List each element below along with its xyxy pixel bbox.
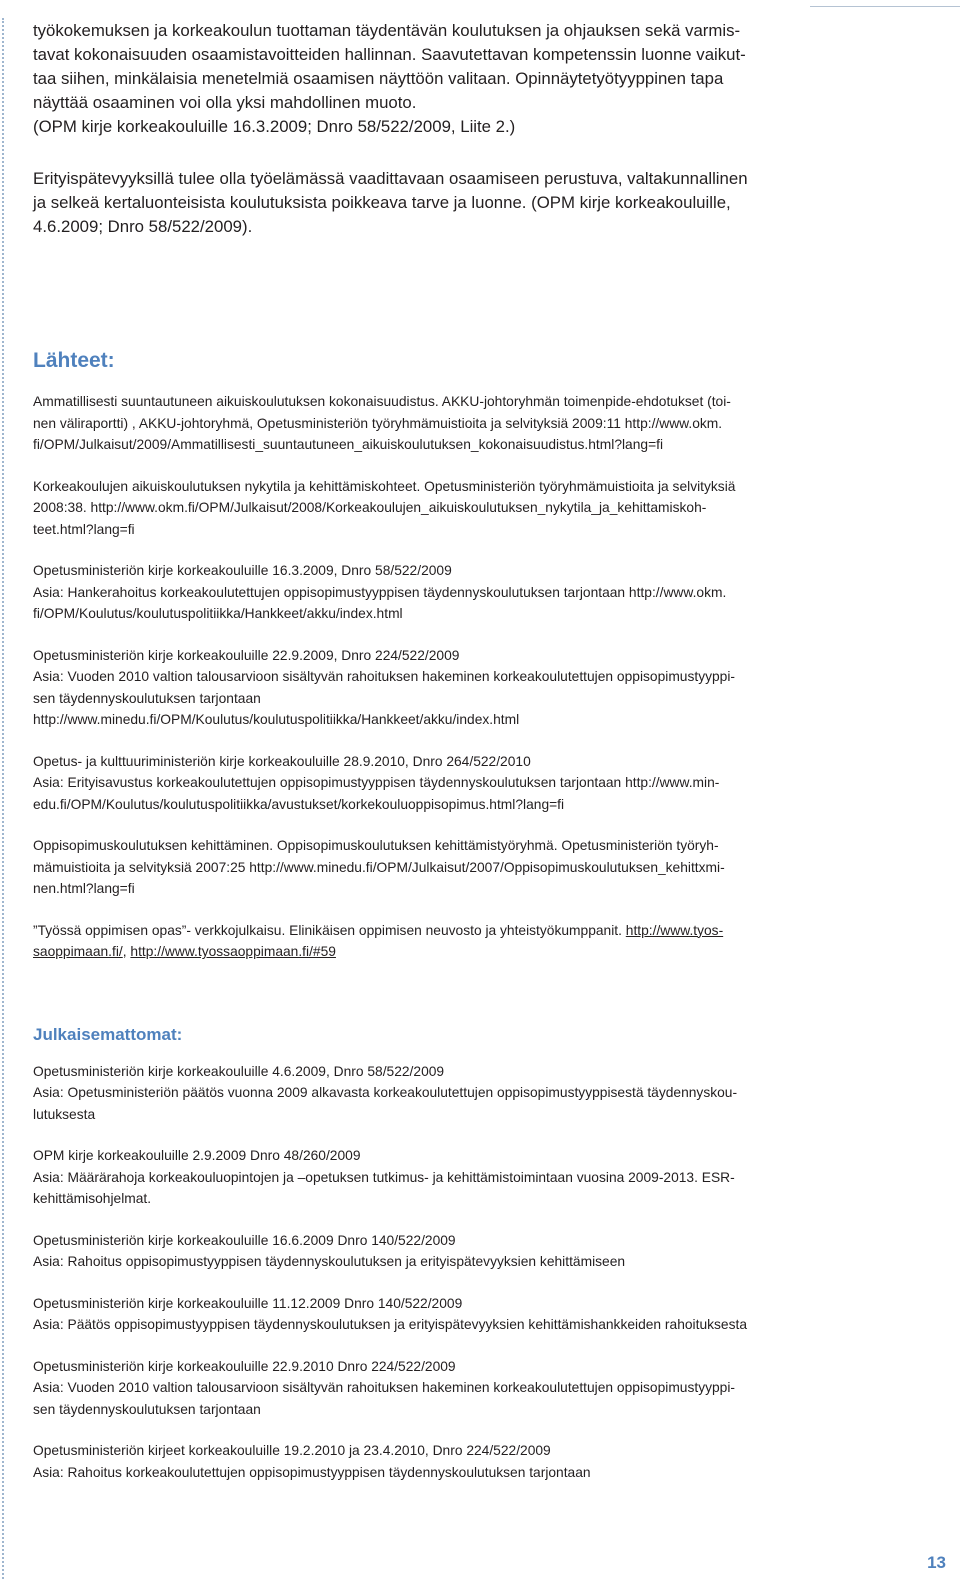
sources-list [33, 391, 893, 963]
link-separator: , [122, 944, 131, 959]
source-entry-web [33, 920, 893, 963]
web-link[interactable]: http://www.tyossaoppimaan.fi/#59 [130, 944, 336, 959]
page-number: 13 [927, 1553, 946, 1572]
unpublished-entry [33, 1440, 893, 1483]
text-line: Asia: Hankerahoitus korkeakoulutettujen oppisopimustyyppisen täydennyskoulutuksen tarjontaan http://www.okm. [33, 584, 727, 600]
text-line: nen väliraportti) , AKKU-johtoryhmä, Opetusministeriön työryhmämuistioita ja selvityksiä 2009:11 http://www.okm. [33, 415, 723, 431]
text-line: (OPM kirje korkeakouluille 16.3.2009; Dnro 58/522/2009, Liite 2.) [33, 117, 516, 136]
text-line: OPM kirje korkeakouluille 2.9.2009 Dnro 48/260/2009 [33, 1148, 361, 1163]
source-entry [33, 391, 893, 456]
text-line: sen täydennyskoulutuksen tarjontaan [33, 1401, 261, 1417]
text-line: fi/OPM/Julkaisut/2009/Ammatillisesti_suuntautuneen_aikuiskoulutuksen_kokonaisuudistus.html?lang=fi [33, 437, 664, 452]
text-line: ja selkeä kertaluonteisista koulutuksista poikkeava tarve ja luonne. (OPM kirje korkeakouluille, [33, 193, 731, 212]
text-line: teet.html?lang=fi [33, 521, 135, 537]
text-line: Opetus- ja kulttuuriministeriön kirje korkeakouluille 28.9.2010, Dnro 264/522/2010 [33, 753, 531, 769]
text-line: Opetusministeriön kirje korkeakouluille 4.6.2009, Dnro 58/522/2009 [33, 1063, 445, 1079]
text-line: 4.6.2009; Dnro 58/522/2009). [33, 217, 253, 236]
text-line: sen täydennyskoulutuksen tarjontaan [33, 690, 261, 706]
intro-paragraph-2 [33, 167, 893, 239]
unpublished-list [33, 1061, 893, 1484]
text-line [33, 941, 893, 963]
text-line: Asia: Erityisavustus korkeakoulutettujen oppisopimustyyppisen täydennyskoulutuksen tarjontaan http://www.min- [33, 775, 720, 790]
unpublished-entry [33, 1061, 893, 1126]
text-line: Asia: Opetusministeriön päätös vuonna 2009 alkavasta korkeakoulutettujen oppisopimustyyppisestä täydennyskou- [33, 1085, 738, 1100]
text-line: työkokemuksen ja korkeakoulun tuottaman täydentävän koulutuksen ja ohjauksen sekä varmis- [33, 21, 741, 40]
sources-heading: Lähteet: [33, 349, 115, 372]
text-line: Opetusministeriön kirje korkeakouluille 22.9.2010 Dnro 224/522/2009 [33, 1358, 456, 1374]
source-entry [33, 835, 893, 900]
text-line: taa siihen, minkälaisia menetelmiä osaamisen näyttöön valitaan. Opinnäytetyötyyppinen tapa [33, 69, 724, 88]
unpublished-entry [33, 1230, 893, 1273]
unpublished-heading: Julkaisemattomat: [33, 1024, 183, 1044]
text-line: http://www.minedu.fi/OPM/Koulutus/koulutuspolitiikka/Hankkeet/akku/index.html [33, 712, 520, 727]
text-line: kehittämisohjelmat. [33, 1191, 152, 1206]
text-line: tavat kokonaisuuden osaamistavoitteiden hallinnan. Saavutettavan kompetenssin luonne vaikut- [33, 45, 746, 64]
text-line: Opetusministeriön kirje korkeakouluille 16.3.2009, Dnro 58/522/2009 [33, 563, 452, 578]
text-line: nen.html?lang=fi [33, 881, 135, 896]
text-line: edu.fi/OPM/Koulutus/koulutuspolitiikka/avustukset/korkekouluoppisopimus.html?lang=fi [33, 796, 565, 812]
text-line [33, 920, 893, 942]
text-line: Asia: Rahoitus oppisopimustyyppisen täydennyskoulutuksen ja erityispätevyyksien kehittämiseen [33, 1254, 626, 1269]
text-line: Opetusministeriön kirje korkeakouluille 22.9.2009, Dnro 224/522/2009 [33, 647, 460, 663]
page-content [33, 14, 893, 1483]
text-line: mämuistioita ja selvityksiä 2007:25 http://www.minedu.fi/OPM/Julkaisut/2007/Oppisopimuskoulutuksen_kehittxmi- [33, 859, 725, 875]
source-entry [33, 751, 893, 816]
web-link[interactable]: http://www.tyos- [625, 922, 724, 938]
source-entry [33, 560, 893, 625]
unpublished-entry [33, 1145, 893, 1210]
text-line: Erityispätevyyksillä tulee olla työelämässä vaadittavaan osaamiseen perustuva, valtakunnallinen [33, 169, 748, 188]
intro-paragraph-1 [33, 19, 893, 139]
text-line: Ammatillisesti suuntautuneen aikuiskoulutuksen kokonaisuudistus. AKKU-johtoryhmän toimenpide-ehdotukset (toi- [33, 394, 731, 409]
text-line: Asia: Vuoden 2010 valtion talousarvioon sisältyvän rahoituksen hakeminen korkeakoulutettujen oppisopimustyyppi- [33, 1380, 736, 1395]
text-line: fi/OPM/Koulutus/koulutuspolitiikka/Hankkeet/akku/index.html [33, 606, 403, 621]
text-line: lutuksesta [33, 1106, 96, 1122]
text-line: Asia: Vuoden 2010 valtion talousarvioon sisältyvän rahoituksen hakeminen korkeakoulutettujen oppisopimustyyppi- [33, 669, 736, 684]
web-link[interactable]: saoppimaan.fi/ [33, 944, 123, 959]
source-entry [33, 476, 893, 541]
left-dotted-rule [2, 18, 4, 1579]
text-line: Opetusministeriön kirje korkeakouluille 16.6.2009 Dnro 140/522/2009 [33, 1232, 456, 1248]
text-line: Oppisopimuskoulutuksen kehittäminen. Oppisopimuskoulutuksen kehittämistyöryhmä. Opetusministeriön työryh- [33, 838, 719, 853]
text-line: 2008:38. http://www.okm.fi/OPM/Julkaisut/2008/Korkeakoulujen_aikuiskoulutuksen_nykytila_ja_kehittamiskoh- [33, 500, 707, 515]
text-line: Opetusministeriön kirje korkeakouluille 11.12.2009 Dnro 140/522/2009 [33, 1295, 463, 1311]
entry-text: ”Työssä oppimisen opas”- verkkojulkaisu. Elinikäisen oppimisen neuvosto ja yhteistyökumppanit. [33, 922, 626, 938]
unpublished-entry [33, 1293, 893, 1336]
text-line: näyttää osaaminen voi olla yksi mahdollinen muoto. [33, 93, 417, 112]
unpublished-entry [33, 1356, 893, 1421]
text-line: Korkeakoulujen aikuiskoulutuksen nykytila ja kehittämiskohteet. Opetusministeriön työryhmämuistioita ja selvityksiä [33, 478, 736, 494]
text-line: Asia: Rahoitus korkeakoulutettujen oppisopimustyyppisen täydennyskoulutuksen tarjontaan [33, 1464, 591, 1480]
top-rule [810, 6, 960, 7]
source-entry [33, 645, 893, 731]
text-line: Opetusministeriön kirjeet korkeakouluille 19.2.2010 ja 23.4.2010, Dnro 224/522/2009 [33, 1443, 551, 1458]
text-line: Asia: Päätös oppisopimustyyppisen täydennyskoulutuksen ja erityispätevyyksien kehittämishankkeiden rahoituksesta [33, 1317, 747, 1332]
text-line: Asia: Määrärahoja korkeakouluopintojen ja –opetuksen tutkimus- ja kehittämistoimintaan vuosina 2009-2013. ESR- [33, 1169, 735, 1185]
